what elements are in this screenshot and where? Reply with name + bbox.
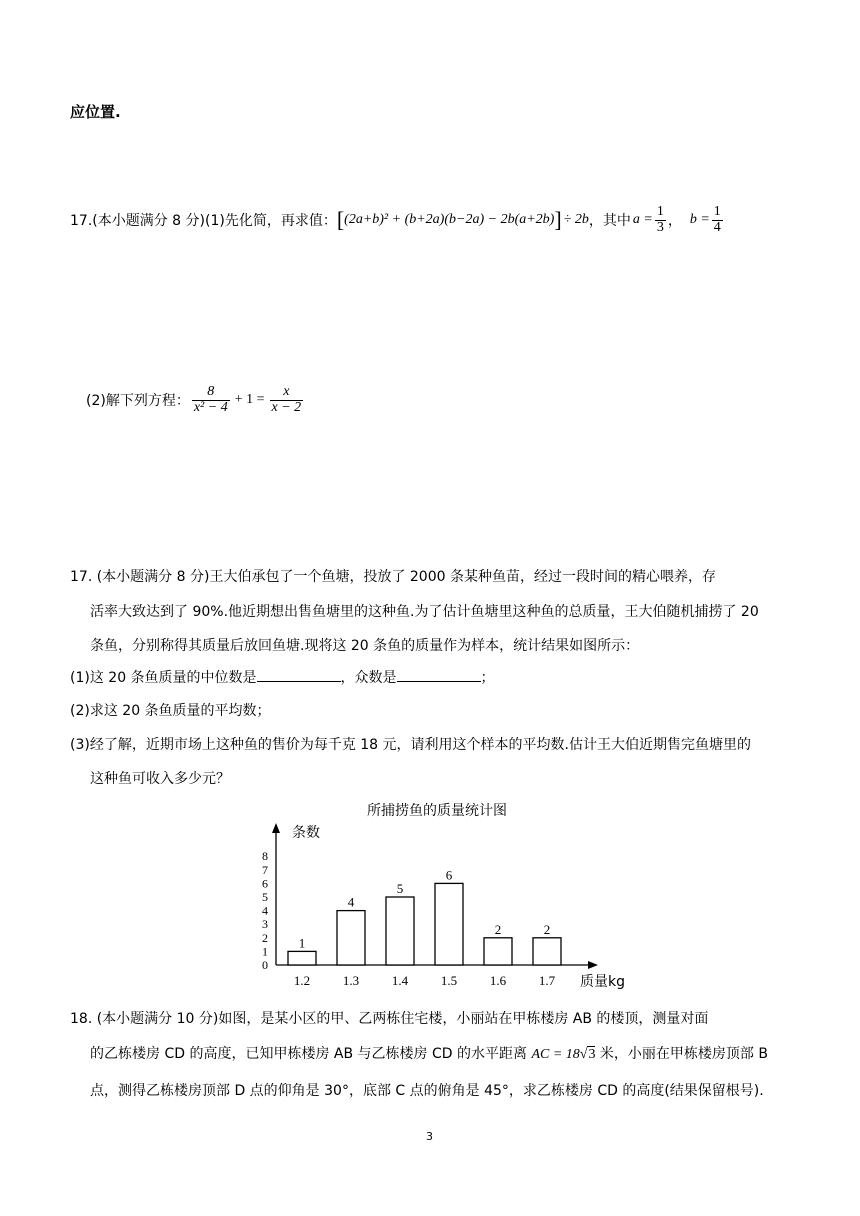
q17b-line-1: 17. (本小题满分 8 分)王大伯承包了一个鱼塘，投放了 2000 条某种鱼苗，经过一段时间的精心喂养，存 xyxy=(70,569,716,585)
question-17-part-2 xyxy=(86,378,305,422)
page-number: 3 xyxy=(426,1130,433,1143)
y-tick-label: 1 xyxy=(262,944,268,959)
fish-mass-bar-chart xyxy=(250,795,650,995)
bar-value-label: 2 xyxy=(494,921,502,937)
chart-title: 所捕捞鱼的质量统计图 xyxy=(367,803,507,819)
q17-1-prefix: 17.(本小题满分 8 分)(1)先化简，再求值： xyxy=(70,213,337,229)
x-tick-label: 1.7 xyxy=(538,973,556,988)
right-bracket: ] xyxy=(554,207,562,232)
bar-1.7 xyxy=(533,938,561,965)
a-value-fraction: $\frac{1}{3}$ xyxy=(656,203,664,235)
mode-answer-blank xyxy=(397,669,481,682)
q17-2-prefix: (2)解下列方程： xyxy=(86,393,190,409)
y-axis-label: 条数 xyxy=(292,825,320,841)
q17b-sub-question-2: (2)求这 20 条鱼质量的平均数； xyxy=(70,703,271,719)
bar-1.5 xyxy=(435,883,463,965)
x-tick-label: 1.4 xyxy=(391,973,409,988)
bar-1.4 xyxy=(386,897,414,965)
a-label: a = xyxy=(632,212,653,227)
y-tick-label: 2 xyxy=(262,930,268,945)
q17b-sub-question-3-line-1: (3)经了解，近期市场上这种鱼的售价为每千克 18 元，请利用这个样本的平均数.估计王大伯近期售完鱼塘里的 xyxy=(70,737,751,753)
q17b-line-2: 活率大致达到了 90%.他近期想出售鱼塘里的这种鱼.为了估计鱼塘里这种鱼的总质量，王大伯随机捕捞了 20 xyxy=(90,604,759,620)
x-tick-label: 1.3 xyxy=(342,973,360,988)
equation-fraction-2: $\frac{x}{x - 2}$ xyxy=(271,383,302,415)
b-label: b = xyxy=(689,212,710,227)
question-17-part-1 xyxy=(70,198,725,242)
q17-1-divisor: ÷ 2b xyxy=(563,212,589,227)
y-tick-label: 3 xyxy=(262,917,268,932)
bar-1.2 xyxy=(288,951,316,965)
y-tick-label: 0 xyxy=(262,958,268,972)
bar-value-label: 6 xyxy=(445,867,453,883)
q17-1-expression: (2a+b)² + (b+2a)(b−2a) − 2b(a+2b) xyxy=(344,212,555,227)
q18-line-3: 点，测得乙栋楼房顶部 D 点的仰角是 30°，底部 C 点的俯角是 45°，求乙栋楼房 CD 的高度(结果保留根号). xyxy=(90,1083,764,1099)
plus-one: + 1 = xyxy=(234,392,265,407)
q17-1-where: ，其中 xyxy=(588,213,631,229)
q18-line-1: 18. (本小题满分 10 分)如图，是某小区的甲、乙两栋住宅楼，小丽站在甲栋楼房 AB 的楼顶，测量对面 xyxy=(70,1011,709,1027)
equation-fraction-1: $\frac{8}{\text{x² − 4}}$ xyxy=(193,383,228,415)
y-axis-arrow xyxy=(272,823,280,833)
bar-value-label: 5 xyxy=(396,881,404,896)
y-tick-label: 6 xyxy=(262,876,268,891)
y-tick-label: 7 xyxy=(262,862,268,877)
bar-1.6 xyxy=(484,938,512,965)
x-tick-label: 1.2 xyxy=(293,973,311,988)
y-tick-label: 5 xyxy=(262,890,268,904)
median-answer-blank xyxy=(257,669,341,682)
bar-value-label: 2 xyxy=(543,921,551,937)
q17b-line-3: 条鱼，分别称得其质量后放回鱼塘.现将这 20 条鱼的质量作为样本，统计结果如图所示： xyxy=(90,638,640,654)
bar-value-label: 4 xyxy=(347,894,355,910)
bar-value-label: 1 xyxy=(298,935,306,951)
b-value-fraction: $\frac{1}{4}$ xyxy=(713,203,721,235)
y-tick-label: 4 xyxy=(262,903,268,918)
q17b-sub-question-1: (1)这 20 条鱼质量的中位数是 ，众数是 ； xyxy=(70,670,495,686)
x-tick-label: 1.5 xyxy=(440,973,458,988)
q17b-sub-question-3-line-2: 这种鱼可收入多少元？ xyxy=(90,771,230,787)
y-tick-label: 8 xyxy=(262,849,268,864)
x-tick-label: 1.6 xyxy=(489,973,507,988)
section-heading-fragment: 应位置. xyxy=(70,103,121,121)
bars xyxy=(288,867,561,988)
bar-1.3 xyxy=(337,911,365,965)
y-tick-labels xyxy=(262,849,268,972)
x-axis-label: 质量kg xyxy=(580,974,625,990)
separator: ， xyxy=(667,213,682,229)
q18-line-2: 的乙栋楼房 CD 的高度，已知甲栋楼房 AB 与乙栋楼房 CD 的水平距离 AC = 18√3 米，小丽在甲栋楼房顶部 B xyxy=(90,1046,768,1062)
x-axis-arrow xyxy=(588,961,598,969)
left-bracket: [ xyxy=(336,207,345,232)
